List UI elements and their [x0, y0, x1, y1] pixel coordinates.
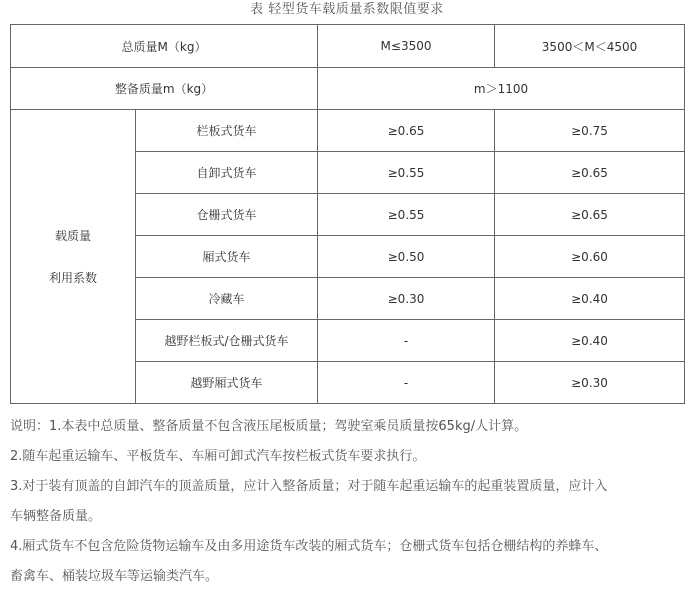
limit-a-cell: -	[318, 362, 495, 404]
limit-a-cell: ≥0.50	[318, 236, 495, 278]
limit-a-cell: ≥0.55	[318, 152, 495, 194]
kerb-mass-value: m＞1100	[318, 68, 685, 110]
truck-type-cell: 越野厢式货车	[136, 362, 318, 404]
limit-b-cell: ≥0.65	[495, 152, 685, 194]
note-line: 畜禽车、桶装垃圾车等运输类汽车。	[10, 569, 219, 584]
table-caption: 表 轻型货车载质量系数限值要求	[250, 2, 444, 17]
limit-a-cell: ≥0.30	[318, 278, 495, 320]
table-row	[11, 110, 685, 152]
mass-range-b-header: 3500＜M＜4500	[495, 25, 685, 68]
table-header-row	[11, 25, 685, 68]
truck-type-cell: 自卸式货车	[136, 152, 318, 194]
note-line: 4.厢式货车不包含危险货物运输车及由多用途货车改装的厢式货车；仓栅式货车包括仓栅结构的养蜂车、	[10, 539, 608, 554]
mass-range-a-header: M≤3500	[318, 25, 495, 68]
truck-type-cell: 厢式货车	[136, 236, 318, 278]
limit-a-cell: -	[318, 320, 495, 362]
note-line: 2.随车起重运输车、平板货车、车厢可卸式汽车按栏板式货车要求执行。	[10, 449, 426, 464]
note-line: 3.对于装有顶盖的自卸汽车的顶盖质量，应计入整备质量；对于随车起重运输车的起重装置质量，应计入	[10, 479, 608, 494]
kerb-mass-label: 整备质量m（kg）	[11, 68, 318, 110]
truck-type-cell: 栏板式货车	[136, 110, 318, 152]
limit-a-cell: ≥0.55	[318, 194, 495, 236]
limit-b-cell: ≥0.40	[495, 278, 685, 320]
truck-type-cell: 越野栏板式/仓栅式货车	[136, 320, 318, 362]
truck-type-cell: 冷藏车	[136, 278, 318, 320]
load-coefficient-label-line2: 利用系数	[48, 270, 97, 285]
truck-type-cell: 仓栅式货车	[136, 194, 318, 236]
load-coefficient-label	[11, 110, 136, 404]
note-line: 说明：1.本表中总质量、整备质量不包含液压尾板质量；驾驶室乘员质量按65kg/人计算。	[10, 419, 528, 434]
note-line: 车辆整备质量。	[10, 509, 102, 524]
load-coefficient-table	[10, 24, 685, 404]
limit-b-cell: ≥0.65	[495, 194, 685, 236]
limit-b-cell: ≥0.60	[495, 236, 685, 278]
limit-b-cell: ≥0.40	[495, 320, 685, 362]
table-notes	[10, 412, 690, 592]
limit-b-cell: ≥0.75	[495, 110, 685, 152]
limit-b-cell: ≥0.30	[495, 362, 685, 404]
load-coefficient-label-line1: 载质量	[54, 228, 91, 243]
limit-a-cell: ≥0.65	[318, 110, 495, 152]
total-mass-header: 总质量M（kg）	[11, 25, 318, 68]
kerb-mass-row	[11, 68, 685, 110]
